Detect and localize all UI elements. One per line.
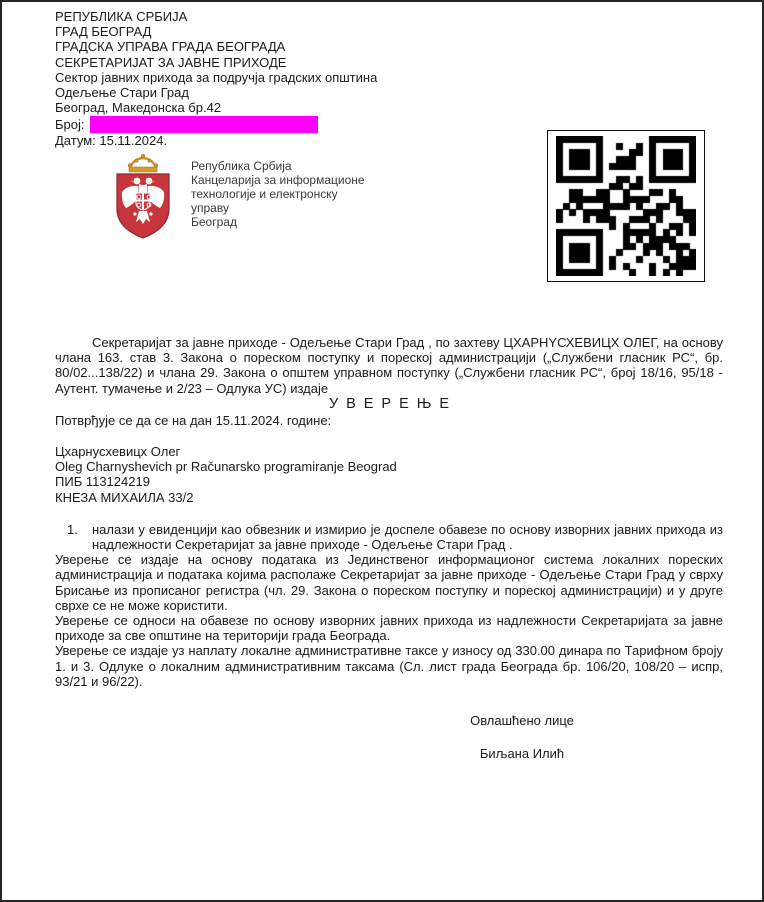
signature-name: Биљана Илић bbox=[479, 746, 565, 762]
issuer-line: Република Србија bbox=[191, 159, 292, 173]
paragraph-fee: Уверење се издаје уз наплату локалне административне таксе у износу од 330.00 динара по Тарифном броју 1. и 3. Одлуке о локалним административним таксама (Сл. лист града Београда бр. 106/20, 108/20 – испр, 93/21 и 96/22). bbox=[55, 643, 723, 689]
taxpayer-pib: ПИБ 113124219 bbox=[55, 474, 150, 490]
qr-code-canvas bbox=[556, 136, 696, 276]
qr-code-icon bbox=[547, 130, 705, 282]
taxpayer-name-cyrillic: Цхарнусхевицх Олег bbox=[55, 443, 181, 459]
case-number-row bbox=[55, 115, 377, 133]
date-line: Датум: 15.11.2024. bbox=[55, 133, 168, 149]
letterhead-line: Сектор јавних прихода за подручја градских општина bbox=[55, 69, 378, 85]
letterhead bbox=[55, 9, 377, 149]
issuer-line: Канцеларија за информационе bbox=[191, 173, 365, 187]
paragraph-purpose: Уверење се издаје на основу података из Јединственог информационог система локалних пореских администрација и података којима располаже Секретаријат за јавне приходе - Одељење Стари Град у сврху Брисање из прописаног регистра (чл. 29. Закона о пореском поступку и пореској администрацији) и у друге сврхе се не може користити. bbox=[55, 552, 723, 613]
redaction-bar bbox=[90, 116, 318, 133]
signature-role: Овлашћено лице bbox=[470, 713, 574, 729]
letterhead-line: Београд, Македонска бр.42 bbox=[55, 100, 222, 116]
issuer-line: Београд bbox=[191, 215, 237, 229]
list-item-number: 1. bbox=[67, 521, 78, 537]
taxpayer-address: КНЕЗА МИХАИЛА 33/2 bbox=[55, 489, 194, 505]
signature-block bbox=[402, 713, 642, 761]
finding-list-item bbox=[55, 522, 723, 552]
issuer-line: технологије и електронску bbox=[191, 187, 338, 201]
confirmation-line: Потврђује се да се на дан 15.11.2024. године: bbox=[55, 412, 332, 428]
issuer-block bbox=[110, 152, 365, 240]
serbian-coat-of-arms-icon bbox=[110, 152, 176, 240]
letterhead-line: СЕКРЕТАРИЈАТ ЗА ЈАВНЕ ПРИХОДЕ bbox=[55, 54, 287, 70]
letterhead-line: ГРАД БЕОГРАД bbox=[55, 24, 152, 40]
document-body bbox=[55, 335, 723, 761]
issuer-line: управу bbox=[191, 201, 229, 215]
letterhead-line: ГРАДСКА УПРАВА ГРАДА БЕОГРАДА bbox=[55, 39, 286, 55]
list-item-text: налази у евиденцији као обвезник и измирио је доспеле обавезе по основу изворних јавних прихода из надлежности Секретаријат за јавне приходе - Одељење Стари Град . bbox=[92, 521, 723, 552]
taxpayer-name-latin: Oleg Charnyshevich pr Računarsko programiranje Beograd bbox=[55, 459, 397, 475]
case-number-label: Број: bbox=[55, 116, 85, 132]
letterhead-line: Одељење Стари Град bbox=[55, 85, 189, 101]
issuer-office bbox=[191, 152, 365, 240]
intro-paragraph: Секретаријат за јавне приходе - Одељење Стари Град , по захтеву ЦХАРНYСХЕВИЦХ ОЛЕГ, на основу члана 163. став 3. Закона о пореском поступку и пореској администрацији („Службени гласник РС“, бр. 80/02...138/22) и члана 29. Закона о општем управном поступку („Службени гласник РС“, број 18/16, 95/18 - Аутент. тумачење и 2/23 – Одлука УС) издаје bbox=[55, 335, 723, 396]
taxpayer-block bbox=[55, 444, 723, 505]
certificate-title: УВЕРЕЊЕ bbox=[328, 395, 457, 412]
letterhead-line: РЕПУБЛИКА СРБИЈА bbox=[55, 9, 188, 24]
paragraph-scope: Уверење се односи на обавезе по основу изворних јавних прихода из надлежности Секретаријата за јавне приходе за све општине на територији града Београда. bbox=[55, 613, 723, 644]
